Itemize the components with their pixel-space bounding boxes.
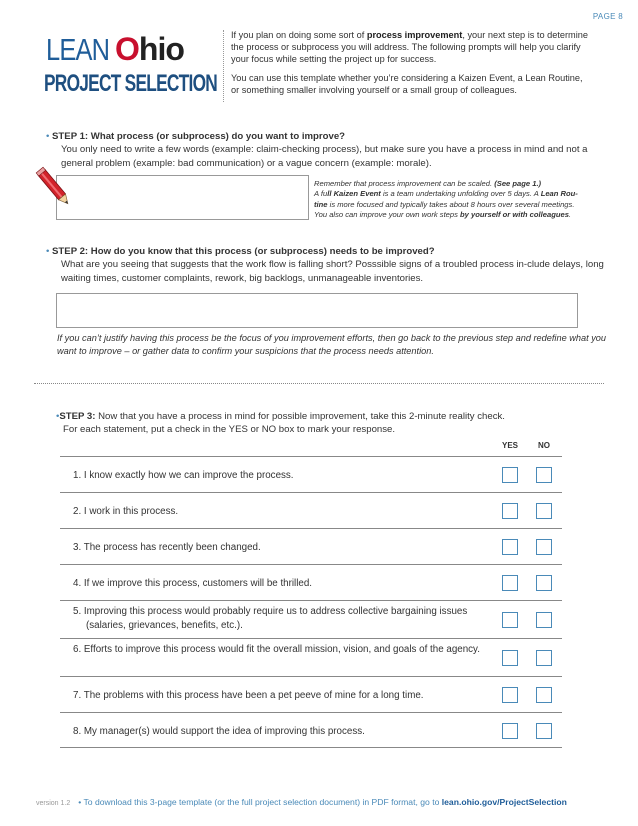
step1-instructions: You only need to write a few words (example: claim-checking process), but make sure you have a process in mind and not a general problem (example: bad communication) or a vague concern (example: morale). [61,144,588,169]
intro-paragraph-1 [231,29,591,66]
intro-paragraph-2: You can use this template whether you’re considering a Kaizen Event, a Lean Routine, or something smaller involving yourself or a small group of colleagues. [231,72,583,95]
yes-checkbox[interactable] [502,539,518,555]
no-checkbox[interactable] [536,575,552,591]
scaling-note [314,179,612,221]
intro-p1-a: If you plan on doing some sort of [231,30,367,40]
step2-title: STEP 2: How do you know that this process (or subprocess) needs to be improved? [52,246,435,257]
statement-row [60,600,562,638]
download-link[interactable]: lean.ohio.gov/ProjectSelection [441,797,567,807]
step2-section [46,245,606,285]
version-label: version 1.2 [36,800,71,807]
statement-text: 3. The process has recently been changed. [73,542,261,553]
statement-text: 6. Efforts to improve this process would fit the overall mission, vision, and goals of the agency. [73,644,480,655]
step2-answer-box[interactable] [56,293,578,328]
logo-lean-word: LEAN [46,32,110,67]
note-l3-b: is more focused and typically takes about 8 hours over several meetings. [327,199,575,209]
no-column-header: NO [538,441,550,450]
step1-heading [46,130,606,143]
pencil-icon [34,164,74,212]
step3-instructions: For each statement, put a check in the YES or NO box to mark your response. [63,424,396,436]
statement-row [60,528,562,564]
reality-check-list [60,456,562,748]
no-checkbox[interactable] [536,723,552,739]
intro-p1-b: , your next step is to determine the process or subprocess you will address. The following prompts will help you clarify your focus while setting the project up for success. [231,30,588,65]
note-l3-a: tine [314,199,328,209]
no-checkbox[interactable] [536,687,552,703]
yes-checkbox[interactable] [502,687,518,703]
note-l4-b: by yourself or with colleagues [460,210,569,220]
footer [36,797,567,807]
note-l2-a: A fu [314,189,328,199]
leanohio-logo [40,28,218,108]
statement-text: 8. My manager(s) would support the idea of improving this process. [73,726,365,737]
statement-row [60,564,562,600]
logo-ohio-o: O [115,31,139,67]
statement-text: 1. I know exactly how we can improve the process. [73,470,294,481]
statement-text: 7. The problems with this process have been a pet peeve of mine for a long time. [73,690,424,701]
logo-ohio-word [115,31,184,68]
step2-bullet: • [46,246,50,257]
note-l2-c: is a team undertaking unfolding over 5 days. A [380,189,541,199]
yes-column-header: YES [502,441,519,450]
note-l4-c: . [568,210,572,220]
statement-text: 4. If we improve this process, customers will be thrilled. [73,578,313,589]
intro-text [231,29,591,102]
step1-title: STEP 1: What process (or subprocess) do you want to improve? [52,131,346,142]
note-line-3 [314,200,612,210]
step1-answer-box[interactable] [56,175,309,220]
yes-checkbox[interactable] [502,723,518,739]
note-line-1 [314,179,612,189]
footer-text: • To download this 3-page template (or the full project selection document) in PDF format, go to [78,797,442,807]
yes-checkbox[interactable] [502,467,518,483]
intro-p1-bold: process improvement [366,30,463,40]
note-l1-bold: (See page 1.) [494,179,542,188]
no-checkbox[interactable] [536,612,552,628]
step2-warning: If you can’t justify having this process be the focus of you improvement efforts, then go back to the previous step and redefine what you want to improve – or gather data to confirm your suspicions that the process needs attention. [57,333,607,356]
statement-row [60,456,562,492]
logo-ohio-rest: hio [138,31,184,67]
note-line-2 [314,189,612,199]
step3-section [56,410,626,437]
statement-row [60,638,562,676]
logo-tagline: PROJECT SELECTION [44,70,218,97]
intro-divider [223,30,224,102]
step1-section [46,130,606,170]
section-separator [34,383,604,384]
yes-checkbox[interactable] [502,575,518,591]
step3-heading [56,410,626,423]
no-checkbox[interactable] [536,539,552,555]
statement-row [60,676,562,712]
statement-row [60,712,562,748]
yes-checkbox[interactable] [502,612,518,628]
step2-instructions: What are you seeing that suggests that the work flow is falling short? Posssible signs of a troubled process in-clude delays, long waiting times, customer complaints, rework, big backlogs, unmanageable inventories. [61,259,604,284]
step1-bullet: • [46,131,50,142]
note-l2-b: ll Kaizen Event [327,189,381,199]
yes-checkbox[interactable] [502,650,518,666]
note-line-4 [314,210,612,220]
step3-title: STEP 3: [59,411,96,422]
yes-checkbox[interactable] [502,503,518,519]
page-number: PAGE 8 [592,12,623,21]
note-l1: Remember that process improvement can be scaled. [314,179,495,188]
step3-bullet: • [56,411,60,422]
step3-title-rest: Now that you have a process in mind for possible improvement, take this 2-minute reality check. [95,411,505,422]
no-checkbox[interactable] [536,503,552,519]
note-l2-d: Lean Rou- [540,189,578,199]
note-l4-a: You also can improve your own work steps [314,210,461,220]
statement-text: 5. Improving this process would probably require us to address collective bargaining issues (salaries, grievances, benefits, etc.). [73,606,468,631]
no-checkbox[interactable] [536,650,552,666]
statement-text: 2. I work in this process. [73,506,179,517]
statement-row [60,492,562,528]
step2-heading [46,245,606,258]
no-checkbox[interactable] [536,467,552,483]
